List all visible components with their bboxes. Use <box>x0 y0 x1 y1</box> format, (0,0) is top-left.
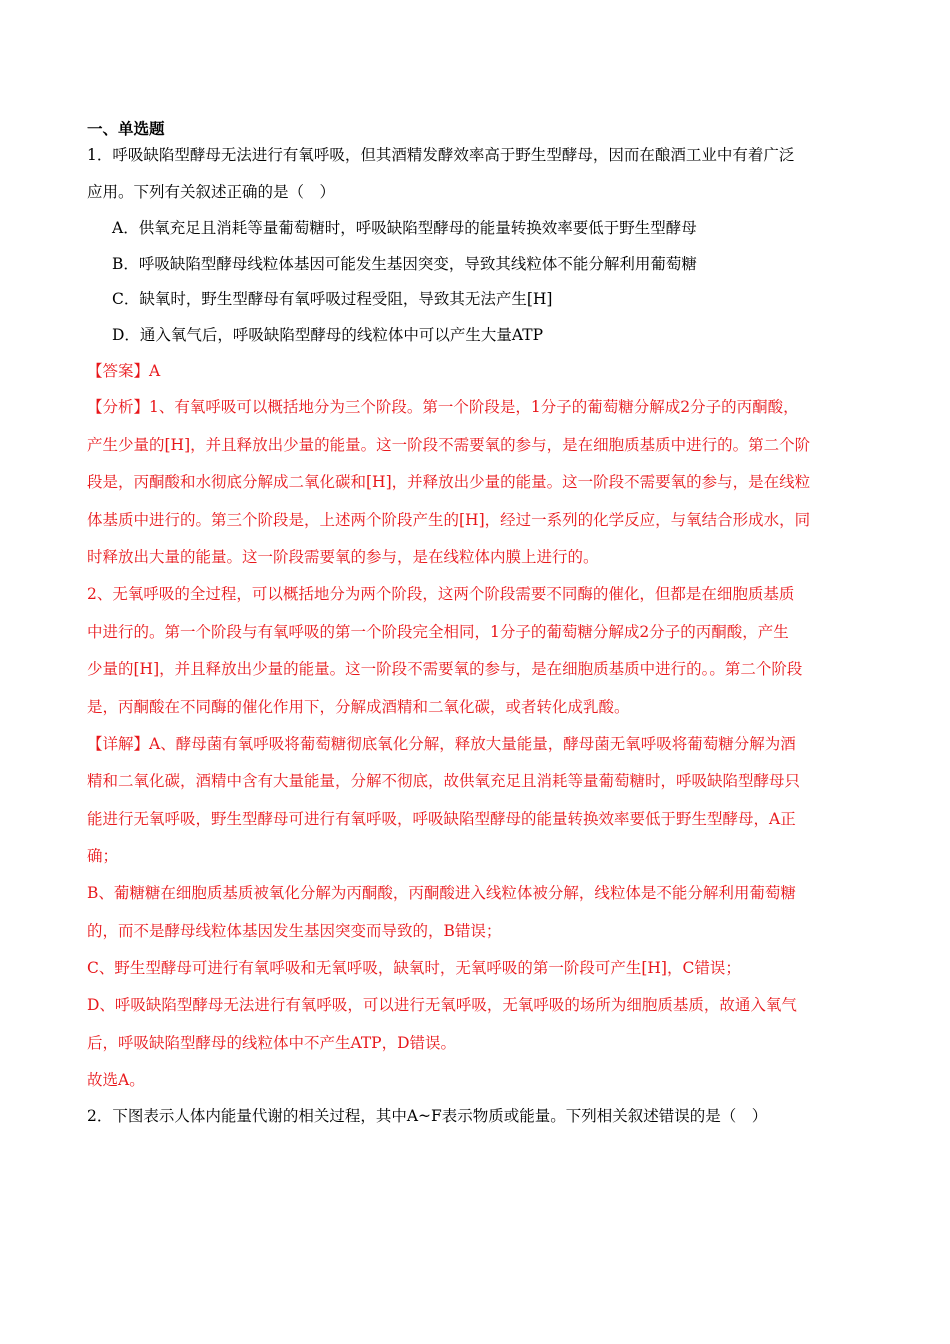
q1-stem-line2: 应用。下列有关叙述正确的是（ ） <box>87 183 336 201</box>
q1-stem-line1: 1．呼吸缺陷型酵母无法进行有氧呼吸，但其酒精发酵效率高于野生型酵母，因而在酿酒工业中有着广泛 <box>87 146 795 164</box>
q1-option-c: C．缺氧时，野生型酵母有氧呼吸过程受阻，导致其无法产生[H] <box>112 290 553 308</box>
analysis-line: 少量的[H]，并且释放出少量的能量。这一阶段不需要氧的参与，是在细胞质基质中进行的。。第二个阶段 <box>87 660 803 678</box>
detail-line: D、呼吸缺陷型酵母无法进行有氧呼吸，可以进行无氧呼吸，无氧呼吸的场所为细胞质基质，故通入氧气 <box>87 996 797 1014</box>
q1-answer: 【答案】A <box>87 362 161 380</box>
detail-line: B、葡糖糖在细胞质基质被氧化分解为丙酮酸，丙酮酸进入线粒体被分解，线粒体是不能分解利用葡萄糖 <box>87 884 796 902</box>
analysis-line: 产生少量的[H]，并且释放出少量的能量。这一阶段不需要氧的参与，是在细胞质基质中进行的。第二个阶 <box>87 436 811 454</box>
detail-line: 【详解】A、酵母菌有氧呼吸将葡萄糖彻底氧化分解，释放大量能量，酵母菌无氧呼吸将葡萄糖分解为酒 <box>87 735 796 753</box>
detail-line: 能进行无氧呼吸，野生型酵母可进行有氧呼吸，呼吸缺陷型酵母的能量转换效率要低于野生型酵母，A正 <box>87 810 796 828</box>
q1-option-b: B．呼吸缺陷型酵母线粒体基因可能发生基因突变，导致其线粒体不能分解利用葡萄糖 <box>112 255 697 273</box>
analysis-line: 时释放出大量的能量。这一阶段需要氧的参与，是在线粒体内膜上进行的。 <box>87 548 599 566</box>
q1-option-d: D．通入氧气后，呼吸缺陷型酵母的线粒体中可以产生大量ATP <box>112 326 544 344</box>
q1-conclusion: 故选A。 <box>87 1071 145 1089</box>
detail-line: 精和二氧化碳，酒精中含有大量能量，分解不彻底，故供氧充足且消耗等量葡萄糖时，呼吸缺陷型酵母只 <box>87 772 801 790</box>
detail-line: 后，呼吸缺陷型酵母的线粒体中不产生ATP，D错误。 <box>87 1034 457 1052</box>
analysis-line: 段是，丙酮酸和水彻底分解成二氧化碳和[H]，并释放出少量的能量。这一阶段不需要氧的参与，是在线粒 <box>87 473 811 491</box>
detail-line: C、野生型酵母可进行有氧呼吸和无氧呼吸，缺氧时，无氧呼吸的第一阶段可产生[H]，C错误； <box>87 959 741 977</box>
detail-line: 确； <box>87 847 119 865</box>
q2-stem: 2．下图表示人体内能量代谢的相关过程，其中A~F表示物质或能量。下列相关叙述错误的是（ ） <box>87 1107 768 1125</box>
analysis-line: 【分析】1、有氧呼吸可以概括地分为三个阶段。第一个阶段是，1分子的葡萄糖分解成2分子的丙酮酸， <box>87 398 799 416</box>
q1-option-a: A．供氧充足且消耗等量葡萄糖时，呼吸缺陷型酵母的能量转换效率要低于野生型酵母 <box>112 219 697 237</box>
section-title: 一、单选题 <box>87 119 165 138</box>
analysis-line: 体基质中进行的。第三个阶段是，上述两个阶段产生的[H]，经过一系列的化学反应，与氧结合形成水，同 <box>87 511 811 529</box>
analysis-line: 中进行的。第一个阶段与有氧呼吸的第一个阶段完全相同，1分子的葡萄糖分解成2分子的丙酮酸，产生 <box>87 623 789 641</box>
analysis-line: 是，丙酮酸在不同酶的催化作用下，分解成酒精和二氧化碳，或者转化成乳酸。 <box>87 698 630 716</box>
analysis-line: 2、无氧呼吸的全过程，可以概括地分为两个阶段，这两个阶段需要不同酶的催化，但都是在细胞质基质 <box>87 585 795 603</box>
detail-line: 的，而不是酵母线粒体基因发生基因突变而导致的，B错误； <box>87 922 502 940</box>
